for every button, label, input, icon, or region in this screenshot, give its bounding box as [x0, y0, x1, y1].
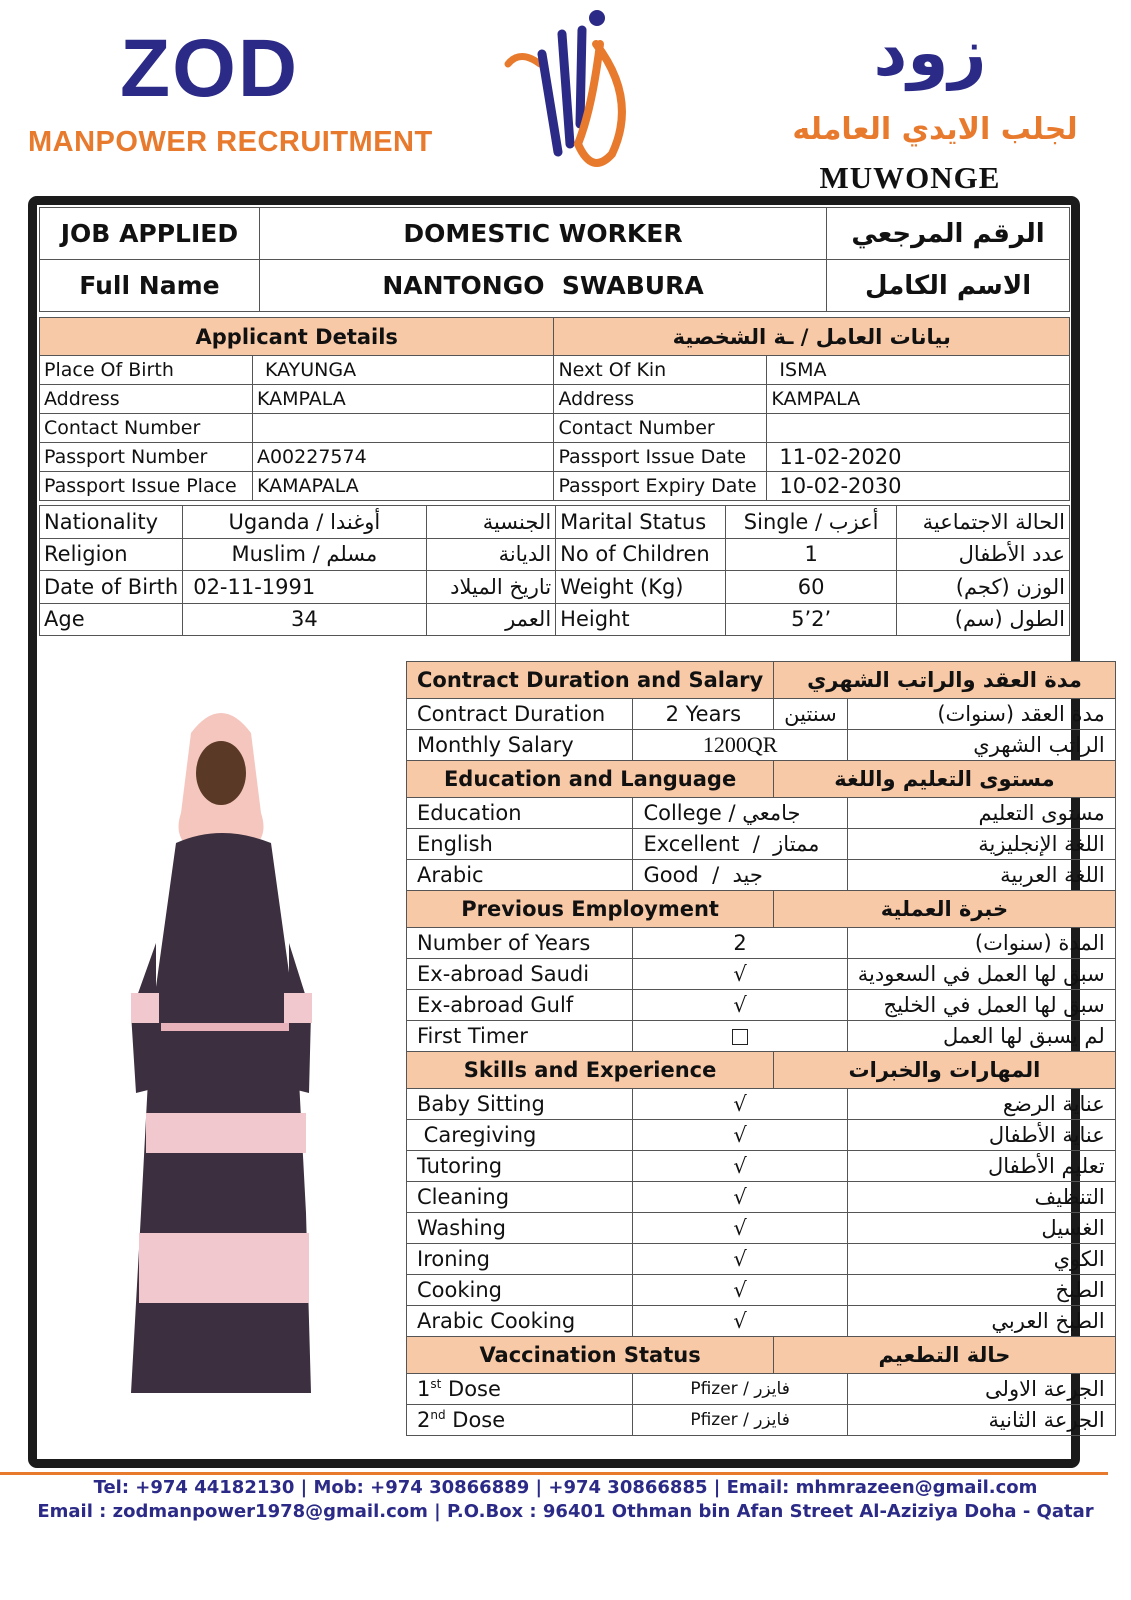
cell-value: Pfizer / فايزر [633, 1405, 847, 1436]
table-row [40, 443, 1070, 472]
agency-logo-icon [500, 4, 650, 184]
brand-subtitle: MANPOWER RECRUITMENT [28, 126, 433, 158]
cell-label-ar: الوزن (كجم) [897, 571, 1070, 604]
check-mark: √ [633, 1213, 847, 1244]
cell-label: Next Of Kin [554, 356, 767, 385]
check-mark: √ [633, 959, 847, 990]
job-applied-value: DOMESTIC WORKER [259, 208, 826, 260]
cell-label-ar: الطبخ [847, 1275, 1115, 1306]
check-mark: √ [633, 1089, 847, 1120]
cv-frame [28, 196, 1105, 1468]
cell-value: 02-11-1991 [183, 571, 426, 604]
cell-label: Height [556, 603, 726, 636]
table-row [407, 928, 1116, 959]
job-table [39, 207, 1070, 312]
reference-number-label: الرقم المرجعي [827, 208, 1070, 260]
section-title-ar: خبرة العملية [774, 891, 1116, 928]
cell-label: First Timer [407, 1021, 633, 1052]
section-header-vaccination [407, 1337, 1116, 1374]
cell-label: Number of Years [407, 928, 633, 959]
dose-number: 2 [417, 1408, 431, 1432]
table-row [407, 1405, 1116, 1436]
cell-label: Contract Duration [407, 699, 633, 730]
cell-label-ar: المدة (سنوات) [847, 928, 1115, 959]
cell-value: Pfizer / فايزر [633, 1374, 847, 1405]
cell-value: 1200QR [633, 730, 847, 761]
section-title-ar: مدة العقد والراتب الشهري [774, 662, 1116, 699]
cell-value: A00227574 [252, 443, 553, 472]
cell-label: Passport Issue Date [554, 443, 767, 472]
cell-value-ar: سنتين [774, 699, 848, 730]
cell-label-ar: تاريخ الميلاد [426, 571, 556, 604]
dose-ordinal: st [430, 1377, 442, 1391]
cell-value [252, 414, 553, 443]
check-mark: √ [633, 990, 847, 1021]
cell-label: Nationality [40, 506, 183, 539]
cell-value: Good / جيد [633, 860, 847, 891]
footer-divider [0, 1472, 1108, 1475]
personal-info-table [39, 505, 1070, 636]
check-mark: √ [633, 1151, 847, 1182]
full-name-label: Full Name [40, 260, 260, 312]
cell-value: 2 [633, 928, 847, 959]
cell-label: Arabic [407, 860, 633, 891]
table-row [407, 860, 1116, 891]
cell-label: Address [554, 385, 767, 414]
cell-value: KAYUNGA [252, 356, 553, 385]
brand-name: ZOD [120, 23, 300, 114]
cell-value [767, 414, 1070, 443]
table-row [40, 571, 1070, 604]
table-row [407, 1089, 1116, 1120]
section-title: Contract Duration and Salary [407, 662, 774, 699]
dose-1-label [407, 1374, 633, 1405]
table-row [40, 472, 1070, 501]
full-name-value: NANTONGO SWABURA [259, 260, 826, 312]
letterhead [0, 0, 1131, 200]
arabic-brand: زود [873, 14, 987, 91]
applicant-title-ar: بيانات العامل / ـة الشخصية [554, 318, 1070, 356]
table-row [40, 414, 1070, 443]
details-right-table [406, 661, 1116, 1436]
cell-label-ar: الطبخ العربي [847, 1306, 1115, 1337]
cell-value: 60 [725, 571, 896, 604]
cell-label-ar: الجرعة الثانية [847, 1405, 1115, 1436]
name-row [40, 260, 1070, 312]
arabic-subtitle: لجلب الايدي العامله [792, 112, 1078, 147]
applicant-photo [121, 693, 321, 1403]
cell-value: KAMPALA [767, 385, 1070, 414]
cell-label: Caregiving [407, 1120, 633, 1151]
applicant-details-table [39, 317, 1070, 501]
section-header-education [407, 761, 1116, 798]
cell-label-ar: لم يسبق لها العمل [847, 1021, 1115, 1052]
table-row [407, 1120, 1116, 1151]
table-row [407, 959, 1116, 990]
cell-label-ar: مدة العقد (سنوات) [847, 699, 1115, 730]
cell-value: 34 [183, 603, 426, 636]
cell-value: KAMAPALA [252, 472, 553, 501]
cell-value: College / جامعي [633, 798, 847, 829]
check-mark: √ [633, 1244, 847, 1275]
dose-word: Dose [445, 1408, 506, 1432]
table-row [407, 990, 1116, 1021]
cell-label-ar: عناية الرضع [847, 1089, 1115, 1120]
cell-label-ar: اللغة الإنجليزية [847, 829, 1115, 860]
table-row [40, 538, 1070, 571]
table-row [407, 1244, 1116, 1275]
cell-value: Single / أعزب [725, 506, 896, 539]
cell-label: Weight (Kg) [556, 571, 726, 604]
cell-value: 10-02-2030 [767, 472, 1070, 501]
table-row [407, 1021, 1116, 1052]
cell-value: 1 [725, 538, 896, 571]
cell-label-ar: عدد الأطفال [897, 538, 1070, 571]
job-row [40, 208, 1070, 260]
cell-label: Baby Sitting [407, 1089, 633, 1120]
cell-label: Address [40, 385, 253, 414]
cell-value: KAMPALA [252, 385, 553, 414]
cell-label: Religion [40, 538, 183, 571]
cell-label-ar: عناية الأطفال [847, 1120, 1115, 1151]
cell-label: Arabic Cooking [407, 1306, 633, 1337]
dose-2-label [407, 1405, 633, 1436]
check-mark: √ [633, 1275, 847, 1306]
section-title: Skills and Experience [407, 1052, 774, 1089]
table-row [407, 730, 1116, 761]
table-row [40, 506, 1070, 539]
section-title-ar: المهارات والخبرات [774, 1052, 1116, 1089]
cell-label: Passport Expiry Date [554, 472, 767, 501]
cell-label: Ironing [407, 1244, 633, 1275]
cell-value: 2 Years [633, 699, 774, 730]
cell-label: English [407, 829, 633, 860]
section-title-ar: مستوى التعليم واللغة [774, 761, 1116, 798]
check-mark: √ [633, 1120, 847, 1151]
cell-label: Monthly Salary [407, 730, 633, 761]
first-timer-checkbox[interactable] [732, 1029, 748, 1045]
cell-label-ar: الراتب الشهري [847, 730, 1115, 761]
table-row [40, 603, 1070, 636]
footer-address-line: Email : zodmanpower1978@gmail.com | P.O.Box : 96401 Othman bin Afan Street Al-Aziziya Doha - Qatar [37, 1501, 1094, 1522]
cell-label: Contact Number [554, 414, 767, 443]
applicant-header [40, 318, 1070, 356]
dose-ordinal: nd [430, 1408, 446, 1422]
table-row [40, 385, 1070, 414]
dose-word: Dose [441, 1377, 501, 1401]
cell-value: 5’2’ [725, 603, 896, 636]
cell-label: No of Children [556, 538, 726, 571]
full-name-label-ar: الاسم الكامل [827, 260, 1070, 312]
section-header-skills [407, 1052, 1116, 1089]
section-header-contract [407, 662, 1116, 699]
cell-label-ar: الغسيل [847, 1213, 1115, 1244]
table-row [407, 1306, 1116, 1337]
cell-label: Cleaning [407, 1182, 633, 1213]
cell-label-ar: العمر [426, 603, 556, 636]
cell-value: Uganda / أوغندا [183, 506, 426, 539]
check-mark: √ [633, 1306, 847, 1337]
applicant-title: Applicant Details [40, 318, 554, 356]
agent-name: MUWONGE [819, 160, 1001, 195]
cell-label: Contact Number [40, 414, 253, 443]
table-row [407, 1374, 1116, 1405]
table-row [407, 829, 1116, 860]
cell-label-ar: مستوى التعليم [847, 798, 1115, 829]
cell-label: Ex-abroad Gulf [407, 990, 633, 1021]
cell-label: Marital Status [556, 506, 726, 539]
cell-value: 11-02-2020 [767, 443, 1070, 472]
cell-label-ar: الجنسية [426, 506, 556, 539]
table-row [407, 699, 1116, 730]
job-applied-label: JOB APPLIED [40, 208, 260, 260]
cell-label: Place Of Birth [40, 356, 253, 385]
cell-label-ar: اللغة العربية [847, 860, 1115, 891]
cell-label-ar: الحالة الاجتماعية [897, 506, 1070, 539]
cell-value: Excellent / ممتاز [633, 829, 847, 860]
check-mark: √ [633, 1182, 847, 1213]
cell-label-ar: الكوي [847, 1244, 1115, 1275]
cell-label: Date of Birth [40, 571, 183, 604]
cell-value: ISMA [767, 356, 1070, 385]
section-title: Previous Employment [407, 891, 774, 928]
cell-label-ar: الطول (سم) [897, 603, 1070, 636]
dose-number: 1 [417, 1377, 431, 1401]
cell-label: Passport Issue Place [40, 472, 253, 501]
cell-label: Education [407, 798, 633, 829]
section-title: Education and Language [407, 761, 774, 798]
cell-label: Cooking [407, 1275, 633, 1306]
cell-label: Ex-abroad Saudi [407, 959, 633, 990]
table-row [407, 798, 1116, 829]
table-row [40, 356, 1070, 385]
table-row [407, 1182, 1116, 1213]
cell-label-ar: الجرعة الاولى [847, 1374, 1115, 1405]
cell-label-ar: سبق لها العمل في السعودية [847, 959, 1115, 990]
cell-value: Muslim / مسلم [183, 538, 426, 571]
cell-label-ar: تعليم الأطفال [847, 1151, 1115, 1182]
cell-label: Washing [407, 1213, 633, 1244]
table-row [407, 1151, 1116, 1182]
section-title-ar: حالة التطعيم [774, 1337, 1116, 1374]
table-row [407, 1275, 1116, 1306]
cell-label-ar: التنظيف [847, 1182, 1115, 1213]
section-title: Vaccination Status [407, 1337, 774, 1374]
cell-label: Passport Number [40, 443, 253, 472]
section-header-employment [407, 891, 1116, 928]
cell-label-ar: سبق لها العمل في الخليج [847, 990, 1115, 1021]
cell-label-ar: الديانة [426, 538, 556, 571]
footer-contact-line: Tel: +974 44182130 | Mob: +974 30866889 | +974 30866885 | Email: mhmrazeen@gmail.com [93, 1477, 1038, 1498]
table-row [407, 1213, 1116, 1244]
cell-label: Tutoring [407, 1151, 633, 1182]
cell-label: Age [40, 603, 183, 636]
first-timer-cell [633, 1021, 847, 1052]
